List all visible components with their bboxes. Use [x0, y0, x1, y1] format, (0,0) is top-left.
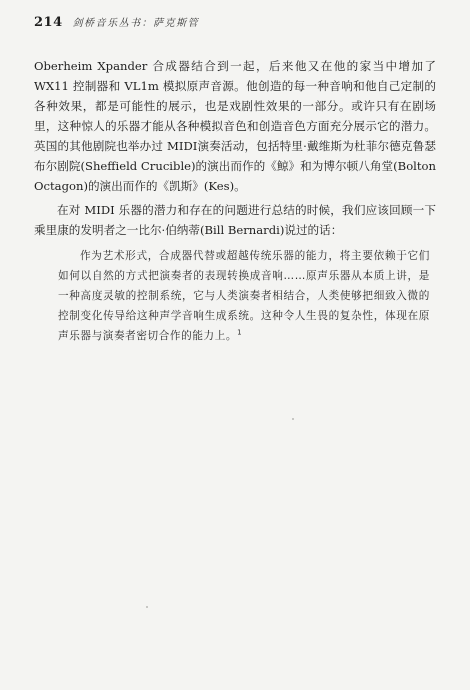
- block-quote: [58, 246, 430, 346]
- footnote-marker: 1: [237, 328, 243, 337]
- scan-speck: [146, 606, 148, 608]
- body-paragraph: 在对 MIDI 乐器的潜力和存在的问题进行总结的时候，我们应该回顾一下乘里康的发明者之一比尔·伯纳蒂(Bill Bernardi)说过的话：: [34, 203, 436, 237]
- running-head: [34, 14, 294, 34]
- page-number: 214: [34, 15, 63, 30]
- series-title: 剑桥音乐丛书：萨克斯管: [72, 18, 200, 29]
- quote-paragraph: [58, 246, 430, 346]
- body-text: [34, 56, 436, 244]
- quote-text: 作为艺术形式，合成器代替或超越传统乐器的能力，将主要依赖于它们如何以自然的方式把演奏者的表现转换成音响……原声乐器从本质上讲，是一种高度灵敏的控制系统，它与人类演奏者相结合，人类使够把细致入微的控制变化传导给这种声学音响生成系统。这种令人生畏的复杂性，体现在原声乐器与演奏者密切合作的能力上。: [58, 250, 430, 342]
- scan-speck: [292, 418, 294, 420]
- body-paragraph: Oberheim Xpander 合成器结合到一起，后来他又在他的家当中增加了 WX11 控制器和 VL1m 模拟原声音源。他创造的每一种音响和他自己定制的各种效果，都是可能性的展示，也是戏剧性效果的一部分。或许只有在剧场里，这种惊人的乐器才能从各种模拟音色和创造音色方面充分展示它的潜力。英国的其他剧院也举办过 MIDI演奏活动，包括特里·戴维斯为杜菲尔德克鲁瑟布尔剧院(Sheffield Crucible)的演出而作的《鲸》和为博尔顿八角堂(Bolton Octagon)的演出而作的《凯斯》(Kes)。: [34, 59, 436, 193]
